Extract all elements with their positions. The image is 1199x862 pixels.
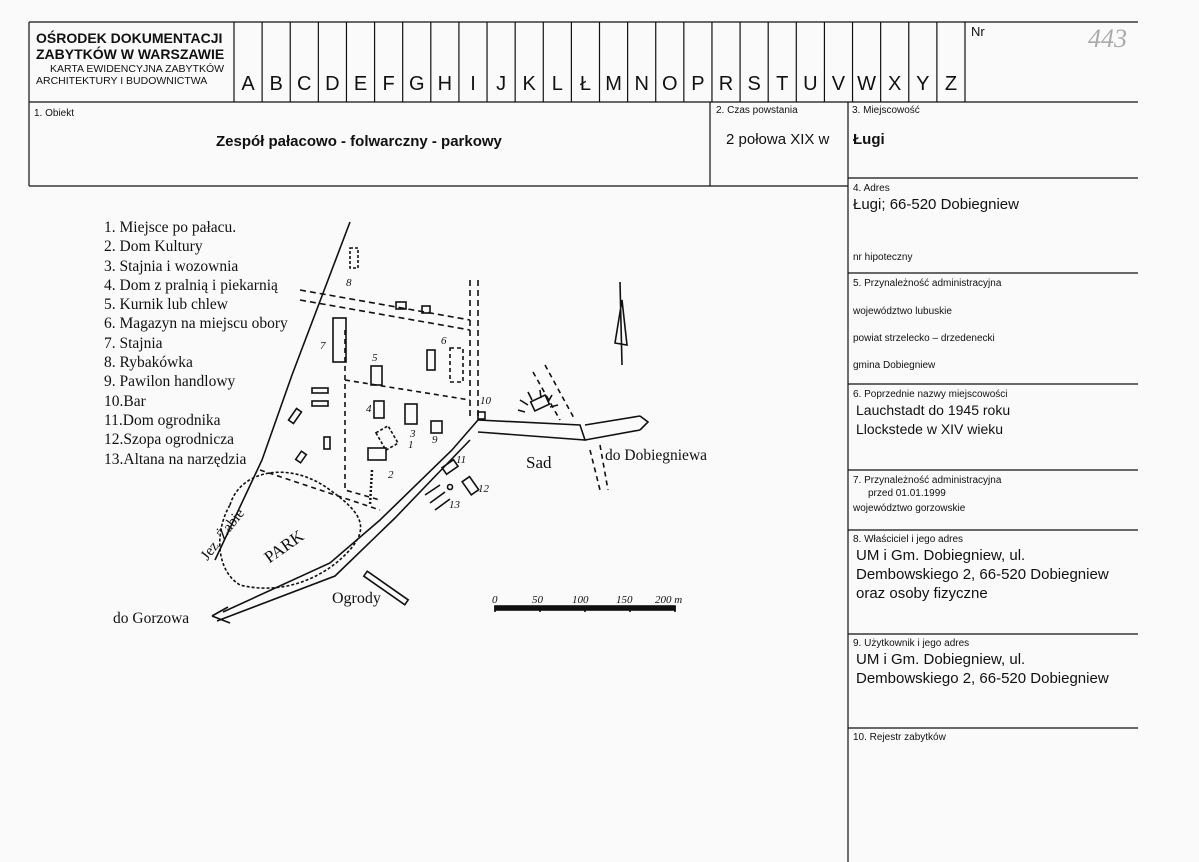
letter-cell: Z: [944, 73, 958, 95]
building-bars-a: [312, 388, 328, 393]
field-4-label: 4. Adres: [853, 183, 890, 194]
building-1: [376, 426, 398, 450]
building-small-c: [427, 350, 435, 370]
letter-cell: P: [691, 73, 705, 95]
arrow-dobiegniew: [640, 416, 648, 430]
building-6: [450, 348, 463, 382]
building-number-label: 1: [408, 439, 414, 451]
scale-label: 150: [616, 594, 633, 606]
legend-item: 11.Dom ogrodnika: [104, 411, 221, 429]
building-number-label: 9: [432, 434, 438, 446]
scale-label: 50: [532, 594, 543, 606]
field-9-line2: Dembowskiego 2, 66-520 Dobiegniew: [856, 670, 1109, 687]
road-to-dobiegniew: [585, 416, 640, 440]
road-east: [478, 420, 585, 440]
letter-cell: K: [522, 73, 536, 95]
path-east: [470, 280, 478, 420]
card-line1: KARTA EWIDENCYJNA ZABYTKÓW: [50, 63, 225, 75]
legend-item: 3. Stajnia i wozownia: [104, 257, 239, 275]
building-number-label: 8: [346, 277, 352, 289]
nr-label: Nr: [971, 24, 985, 39]
building-2: [368, 448, 386, 460]
letter-cell: O: [661, 73, 678, 95]
road-to-gorzow: [223, 420, 478, 612]
path-dotted: [370, 470, 372, 505]
building-9: [431, 421, 442, 433]
field-6-line2: Llockstede w XIV wieku: [856, 421, 1004, 437]
building-number-label: 4: [366, 403, 372, 415]
field-2-label: 2. Czas powstania: [716, 105, 798, 116]
institution-line2: ZABYTKÓW W WARSZAWIE: [36, 46, 225, 62]
letter-cell: S: [747, 73, 761, 95]
legend-item: 5. Kurnik lub chlew: [104, 296, 228, 314]
to-gorzow-label: do Gorzowa: [113, 610, 190, 627]
letter-cell: U: [803, 73, 818, 95]
building-8: [350, 248, 358, 268]
letter-cell: Ł: [579, 73, 591, 95]
field-5-commune: gmina Dobiegniew: [853, 360, 936, 371]
field-6-line1: Lauchstadt do 1945 roku: [856, 402, 1011, 418]
north-arrow: [615, 282, 627, 365]
letter-cell: D: [325, 73, 340, 95]
field-8-line3: oraz osoby fizyczne: [856, 585, 988, 602]
field-7-label: 7. Przynależność administracyjna: [853, 475, 1002, 486]
field-1-value: Zespół pałacowo - folwarczny - parkowy: [216, 133, 502, 150]
building-number-label: 13: [449, 499, 460, 511]
building-bars-b: [312, 401, 328, 406]
field-6-label: 6. Poprzednie nazwy miejscowości: [853, 389, 1008, 400]
field-5-voivodeship: województwo lubuskie: [853, 306, 952, 317]
letter-cell: X: [888, 73, 902, 95]
letter-cell: N: [634, 73, 649, 95]
building-13-hatching: [425, 485, 450, 510]
field-8-label: 8. Właściciel i jego adres: [853, 534, 964, 545]
letter-cell: G: [408, 73, 425, 95]
path-south: [260, 470, 380, 510]
field-5-county: powiat strzelecko – drzedenecki: [853, 333, 995, 344]
building-small-d: [324, 437, 330, 449]
building-7: [333, 318, 346, 362]
scale-label: 0: [492, 594, 498, 606]
card-line2: ARCHITEKTURY I BUDOWNICTWA: [36, 75, 208, 87]
field-2-value: 2 połowa XIX w: [726, 131, 830, 148]
legend-item: 9. Pawilon handlowy: [104, 373, 236, 391]
building-number-label: 7: [320, 340, 326, 352]
field-5-label: 5. Przynależność administracyjna: [853, 278, 1002, 289]
letter-cell: J: [496, 73, 507, 95]
building-number-label: 2: [388, 469, 394, 481]
building-5: [371, 366, 382, 385]
legend-item: 1. Miejsce po pałacu.: [104, 219, 237, 236]
legend-item: 2. Dom Kultury: [104, 238, 203, 256]
building-number-label: 11: [456, 454, 467, 466]
building-13: [448, 485, 453, 490]
legend-item: 12.Szopa ogrodnicza: [104, 431, 234, 449]
letter-cell: F: [382, 73, 395, 95]
legend-item: 6. Magazyn na miejscu obory: [104, 315, 288, 333]
legend-item: 4. Dom z pralnią i piekarnią: [104, 276, 278, 294]
building-number-label: 6: [441, 335, 447, 347]
field-7-sub: przed 01.01.1999: [868, 488, 946, 499]
path-orchard: [533, 365, 575, 420]
building-number-label: 12: [478, 483, 489, 495]
path-north: [300, 290, 470, 330]
field-3-label: 3. Miejscowość: [852, 105, 920, 116]
letter-cell: Y: [916, 73, 930, 95]
letter-cell: R: [718, 73, 734, 95]
field-4-mortgage: nr hipoteczny: [853, 252, 913, 263]
letter-cell: L: [551, 73, 563, 95]
letter-cell: C: [297, 73, 312, 95]
building-small-f: [296, 451, 307, 463]
letter-cell: M: [605, 73, 622, 95]
field-3-value: Ługi: [853, 131, 885, 148]
gardens-label: Ogrody: [332, 590, 381, 607]
to-dobiegniew-label: do Dobiegniewa: [605, 447, 708, 464]
letter-cell: E: [353, 73, 368, 95]
nr-value: 443: [1088, 24, 1127, 53]
letter-cell: T: [776, 73, 789, 95]
park-label: PARK: [260, 526, 308, 567]
field-4-value: Ługi; 66-520 Dobiegniew: [853, 196, 1019, 213]
field-7-voivodeship: województwo gorzowskie: [853, 503, 966, 514]
letter-cell: I: [470, 73, 476, 95]
scale-label: 200 m: [655, 594, 683, 606]
scale-label: 100: [572, 594, 589, 606]
building-number-label: 10: [480, 395, 491, 407]
letter-cell: B: [269, 73, 283, 95]
letter-cell: H: [437, 73, 453, 95]
legend-item: 13.Altana na narzędzia: [104, 450, 247, 468]
field-1-label: 1. Obiekt: [34, 108, 75, 119]
orchard-label: Sad: [526, 453, 552, 472]
legend-item: 8. Rybakówka: [104, 354, 193, 372]
building-4: [374, 401, 384, 418]
field-10-label: 10. Rejestr zabytków: [853, 732, 946, 743]
building-3: [405, 404, 417, 424]
path-mid: [345, 380, 470, 400]
lake-label: Jez. Żabie: [197, 505, 248, 564]
building-small-e: [289, 409, 302, 424]
building-number-label: 5: [372, 352, 378, 364]
letter-cell: V: [831, 73, 846, 95]
letter-cell: A: [241, 73, 255, 95]
letter-cell: W: [857, 73, 877, 95]
field-8-line1: UM i Gm. Dobiegniew, ul.: [856, 547, 1026, 564]
field-9-label: 9. Użytkownik i jego adres: [853, 638, 970, 649]
building-12: [462, 477, 479, 495]
building-10: [478, 412, 485, 419]
building-number-label: 3: [410, 428, 416, 440]
institution-line1: OŚRODEK DOKUMENTACJI: [36, 30, 223, 46]
legend-item: 7. Stajnia: [104, 334, 163, 352]
field-8-line2: Dembowskiego 2, 66-520 Dobiegniew: [856, 566, 1109, 583]
field-9-line1: UM i Gm. Dobiegniew, ul.: [856, 651, 1026, 668]
legend-item: 10.Bar: [104, 392, 146, 410]
